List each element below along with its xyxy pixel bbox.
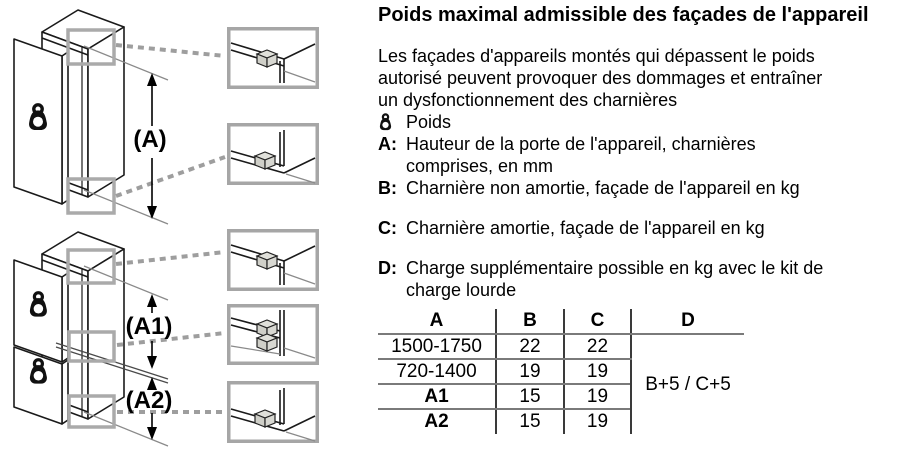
dimension-label-A1: (A1) xyxy=(125,313,173,340)
cell-height-range: A1 xyxy=(378,384,496,409)
cell-b-value: 15 xyxy=(496,384,564,409)
legend-text-line: Charge supplémentaire possible en kg avec le kit de xyxy=(406,258,824,278)
intro-line: un dysfonctionnement des charnières xyxy=(378,90,678,110)
table-row xyxy=(378,334,744,359)
legend-row-B xyxy=(378,177,883,199)
table-header-A: A xyxy=(378,309,496,334)
cell-b-value: 22 xyxy=(496,334,564,359)
leader-dashed-line xyxy=(116,157,225,196)
cell-height-range: 1500-1750 xyxy=(378,334,496,359)
double-door-appliance-figure xyxy=(14,231,317,446)
legend-key: C: xyxy=(378,218,397,238)
cell-d-merged: B+5 / C+5 xyxy=(631,334,744,434)
legend-key: B: xyxy=(378,178,397,198)
callout-top-hinge-detail xyxy=(229,231,318,290)
legend-text-line: comprises, en mm xyxy=(406,156,554,176)
table-header-D: D xyxy=(631,309,744,334)
legend-row-weight xyxy=(378,111,883,133)
table-header-B: B xyxy=(496,309,564,334)
leader-dashed-line xyxy=(116,252,225,264)
intro-paragraph xyxy=(378,45,883,111)
legend-row-D xyxy=(378,257,883,301)
legend-text: Charnière amortie, façade de l'appareil en kg xyxy=(406,218,765,238)
legend-key: D: xyxy=(378,258,397,278)
table-header-C: C xyxy=(564,309,631,334)
callout-bottom-hinge-detail xyxy=(229,125,318,184)
text-column xyxy=(378,4,883,434)
leader-dashed-line xyxy=(116,45,225,56)
callout-middle-hinge-detail xyxy=(229,306,318,364)
dimension-label-A: (A) xyxy=(133,126,167,153)
cell-c-value: 19 xyxy=(564,409,631,434)
legend-key: A: xyxy=(378,134,397,154)
cell-c-value: 22 xyxy=(564,334,631,359)
cell-height-range: 720-1400 xyxy=(378,359,496,384)
legend xyxy=(378,111,883,301)
cell-c-value: 19 xyxy=(564,384,631,409)
page-title: Poids maximal admissible des façades de l'appareil xyxy=(378,4,869,26)
appliance-diagram xyxy=(0,0,370,450)
legend-row-A xyxy=(378,133,883,177)
intro-line: Les façades d'appareils montés qui dépassent le poids xyxy=(378,46,815,66)
legend-text-line: Hauteur de la porte de l'appareil, charnières xyxy=(406,134,756,154)
intro-line: autorisé peuvent provoquer des dommages et entraîner xyxy=(378,68,823,88)
cell-b-value: 19 xyxy=(496,359,564,384)
cell-height-range: A2 xyxy=(424,411,449,432)
callout-bottom-hinge-detail xyxy=(229,383,318,442)
legend-text: Charnière non amortie, façade de l'appareil en kg xyxy=(406,178,800,198)
callout-top-hinge-detail xyxy=(229,29,318,88)
single-door-appliance-figure xyxy=(14,10,317,224)
legend-text-line: charge lourde xyxy=(406,280,517,300)
weight-icon xyxy=(378,111,406,131)
legend-weight-label: Poids xyxy=(406,112,452,132)
legend-text xyxy=(406,257,883,301)
weight-table xyxy=(378,309,744,434)
dimension-label-A2: (A2) xyxy=(125,387,173,414)
legend-row-C xyxy=(378,217,883,239)
legend-text xyxy=(406,133,883,177)
table-header-row xyxy=(378,309,744,334)
cell-b-value: 15 xyxy=(496,409,564,434)
cell-c-value: 19 xyxy=(564,359,631,384)
